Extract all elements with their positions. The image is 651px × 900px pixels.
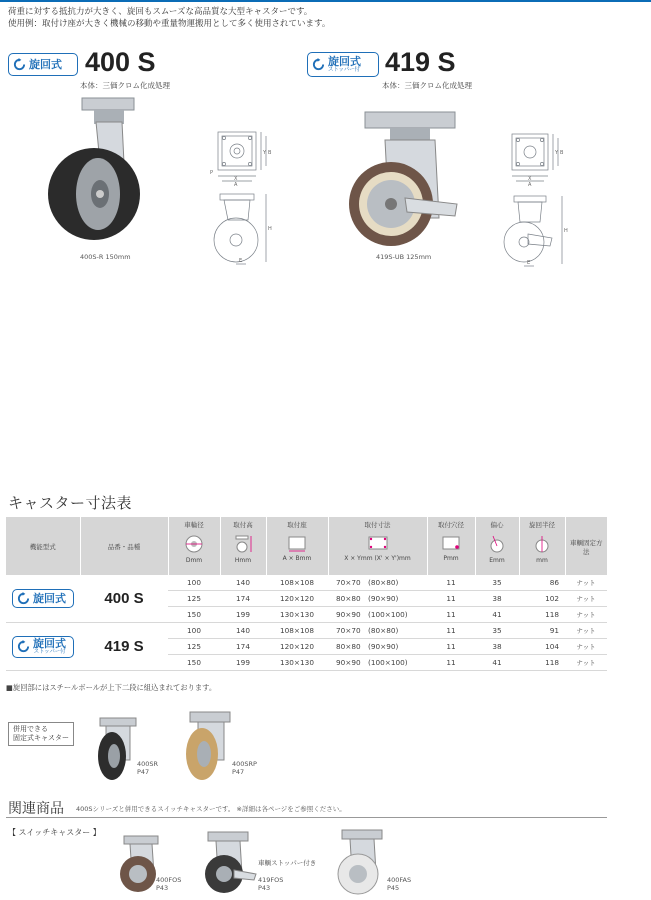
table-title: キャスター寸法表 (8, 494, 133, 512)
caster-photo-400fas (334, 828, 390, 898)
related-item-2-page: P43 (258, 884, 271, 892)
cell-fix: ナット (565, 575, 607, 591)
header-pitch-unit: X × Ymm (X' × Y')mm (344, 555, 411, 562)
header-hole-label: 取付穴径 (438, 521, 464, 529)
header-diameter-unit: Dmm (185, 557, 203, 564)
cell-diameter: 150 (168, 655, 220, 671)
cell-pitch: 80×80 (90×90) (328, 591, 427, 607)
table-note: ■旋回部にはスチールボールが上下二段に組込まれております。 (6, 683, 217, 692)
cell-pitch: 80×80 (90×90) (328, 639, 427, 655)
cell-fix: ナット (565, 607, 607, 623)
tag-label: 旋回式 (29, 58, 62, 71)
cell-offset: 41 (475, 655, 519, 671)
bolt-pitch-icon (366, 534, 390, 552)
model-title-400s: 400 S (85, 47, 156, 77)
compatible-item-2-page: P47 (232, 768, 245, 776)
compatible-item-1-page: P47 (137, 768, 150, 776)
caster-photo-400s (44, 96, 144, 251)
cell-diameter: 100 (168, 623, 220, 639)
related-category: 【 スイッチキャスター 】 (8, 828, 101, 837)
cell-base: 130×130 (266, 655, 328, 671)
wheel-diameter-icon (184, 534, 204, 554)
rotate-icon (17, 640, 30, 653)
label-x: X (528, 176, 532, 182)
related-subtitle: 400Sシリーズと併用できるスイッチキャスターです。 ※詳細は各ページをご参照ください。 (76, 805, 346, 813)
compatible-item-2-code: 400SRP (232, 760, 257, 768)
cell-base: 120×120 (266, 591, 328, 607)
top-rule (0, 0, 651, 2)
tag-sublabel: ストッパー付 (328, 66, 360, 73)
tag-label: 旋回式 (33, 592, 66, 605)
label-e: E (239, 258, 243, 264)
cell-diameter: 100 (168, 575, 220, 591)
label-b: B (560, 150, 564, 156)
cell-height: 199 (220, 607, 266, 623)
header-offset-unit: Emm (489, 557, 505, 564)
cell-fix: ナット (565, 639, 607, 655)
label-a: A (528, 182, 532, 188)
cell-pitch: 70×70 (80×80) (328, 575, 427, 591)
cell-height: 174 (220, 591, 266, 607)
header-pitch (328, 517, 427, 575)
swivel-tag-400s (8, 53, 78, 76)
cell-offset: 38 (475, 639, 519, 655)
related-item-3 (387, 876, 411, 892)
type-tag (12, 589, 74, 608)
model-cell: 419 S (80, 623, 168, 671)
cell-base: 108×108 (266, 575, 328, 591)
label-h: H (268, 226, 272, 232)
header-diameter-label: 車輪径 (184, 521, 204, 529)
swivel-radius-icon (532, 534, 552, 554)
related-item-3-page: P45 (387, 884, 400, 892)
label-b: B (268, 150, 272, 156)
dimension-table (6, 517, 607, 671)
header-height-unit: Hmm (234, 557, 252, 564)
caster-photo-400srp (180, 710, 238, 782)
header-base-label: 取付座 (287, 521, 307, 529)
cell-radius: 102 (519, 591, 565, 607)
header-pitch-label: 取付寸法 (364, 521, 391, 529)
cell-fix: ナット (565, 591, 607, 607)
cell-radius: 104 (519, 639, 565, 655)
header-diameter (168, 517, 220, 575)
cell-fix: ナット (565, 623, 607, 639)
rotate-icon (312, 58, 325, 71)
header-height-label: 取付高 (233, 521, 253, 529)
header-name: 品番・品種 (80, 517, 168, 575)
table-row (6, 623, 607, 639)
cell-hole: 11 (427, 575, 475, 591)
label-y: Y (555, 150, 559, 156)
header-fix (565, 517, 607, 575)
model-title-419s: 419 S (385, 47, 456, 77)
photo-caption-419s: 419S-UB 125mm (376, 253, 432, 261)
table-row (6, 575, 607, 591)
label-y: Y (263, 150, 267, 156)
photo-caption-400s: 400S-R 150mm (80, 253, 131, 261)
header-radius-unit: mm (536, 557, 548, 564)
header-offset-label: 偏心 (490, 521, 504, 529)
cell-height: 140 (220, 623, 266, 639)
cell-hole: 11 (427, 655, 475, 671)
label-e: E (527, 260, 531, 266)
stopper-note: 車輌ストッパー付き (258, 859, 317, 867)
related-item-1-code: 400FOS (156, 876, 182, 884)
tag-label: 旋回式 (33, 636, 66, 650)
cell-height: 174 (220, 639, 266, 655)
intro-line-2: 使用例：取付け座が大きく機械の移動や重量物運搬用として多く使用されています。 (8, 19, 331, 29)
cell-pitch: 70×70 (80×80) (328, 623, 427, 639)
cell-hole: 11 (427, 591, 475, 607)
intro-text (8, 6, 330, 30)
header-radius (519, 517, 565, 575)
cell-offset: 38 (475, 591, 519, 607)
cell-base: 130×130 (266, 607, 328, 623)
compatible-item-1-code: 400SR (137, 760, 159, 768)
swivel-stopper-tag-419s (307, 52, 379, 77)
mount-plate-icon (286, 534, 308, 552)
label-h: H (564, 228, 568, 234)
cell-hole: 11 (427, 639, 475, 655)
compatible-label (8, 722, 74, 746)
compatible-item-1 (137, 760, 158, 776)
cell-height: 199 (220, 655, 266, 671)
model-cell: 400 S (80, 575, 168, 623)
cell-hole: 11 (427, 623, 475, 639)
cell-radius: 118 (519, 607, 565, 623)
header-hole (427, 517, 475, 575)
label-a: A (234, 182, 238, 188)
compatible-item-2 (232, 760, 257, 776)
cell-radius: 86 (519, 575, 565, 591)
caster-photo-419s (345, 108, 463, 258)
cell-radius: 118 (519, 655, 565, 671)
label-x: X (234, 176, 238, 182)
header-offset (475, 517, 519, 575)
cell-hole: 11 (427, 607, 475, 623)
type-tag (12, 636, 74, 658)
related-item-2 (258, 876, 283, 892)
tag-label: 旋回式 (328, 54, 361, 68)
offset-icon (487, 534, 507, 554)
caster-photo-419fos (198, 830, 260, 896)
cell-diameter: 150 (168, 607, 220, 623)
compatible-label-line2: 固定式キャスター (13, 734, 69, 742)
cell-pitch: 90×90 (100×100) (328, 607, 427, 623)
caster-photo-400sr (90, 716, 142, 782)
cell-diameter: 125 (168, 591, 220, 607)
header-hole-unit: Pmm (443, 555, 459, 562)
tag-sublabel: ストッパー付 (33, 648, 66, 655)
cell-pitch: 90×90 (100×100) (328, 655, 427, 671)
related-item-3-code: 400FAS (387, 876, 412, 884)
rotate-icon (13, 58, 26, 71)
header-fix-label: 車輌固定方法 (570, 538, 603, 556)
related-item-2-code: 419FOS (258, 876, 284, 884)
material-400s: 本体：三価クロム化成処理 (80, 81, 170, 90)
header-height (220, 517, 266, 575)
header-radius-label: 旋回半径 (529, 521, 555, 529)
dimension-drawing-400s (206, 128, 276, 268)
cell-base: 108×108 (266, 623, 328, 639)
cell-diameter: 125 (168, 639, 220, 655)
cell-fix: ナット (565, 655, 607, 671)
hole-diameter-icon (440, 534, 462, 552)
cell-base: 120×120 (266, 639, 328, 655)
intro-line-1: 荷重に対する抵抗力が大きく、旋回もスムーズな高品質な大型キャスターです。 (8, 7, 313, 17)
cell-offset: 41 (475, 607, 519, 623)
cell-offset: 35 (475, 575, 519, 591)
table-body (6, 575, 607, 671)
type-cell (6, 575, 80, 623)
dimension-drawing-419s (498, 130, 570, 270)
cell-radius: 91 (519, 623, 565, 639)
rotate-icon (17, 592, 30, 605)
cell-offset: 35 (475, 623, 519, 639)
cell-height: 140 (220, 575, 266, 591)
related-divider (6, 817, 607, 818)
label-p: P (210, 170, 214, 176)
related-item-1-page: P43 (156, 884, 169, 892)
compatible-label-line1: 併用できる (13, 725, 48, 733)
header-base-unit: A × Bmm (282, 555, 312, 562)
related-title: 関連商品 (8, 801, 64, 817)
header-base (266, 517, 328, 575)
related-item-1 (156, 876, 181, 892)
type-cell (6, 623, 80, 671)
material-419s: 本体：三価クロム化成処理 (382, 81, 472, 90)
mount-height-icon (233, 534, 253, 554)
header-type: 機能型式 (6, 517, 80, 575)
